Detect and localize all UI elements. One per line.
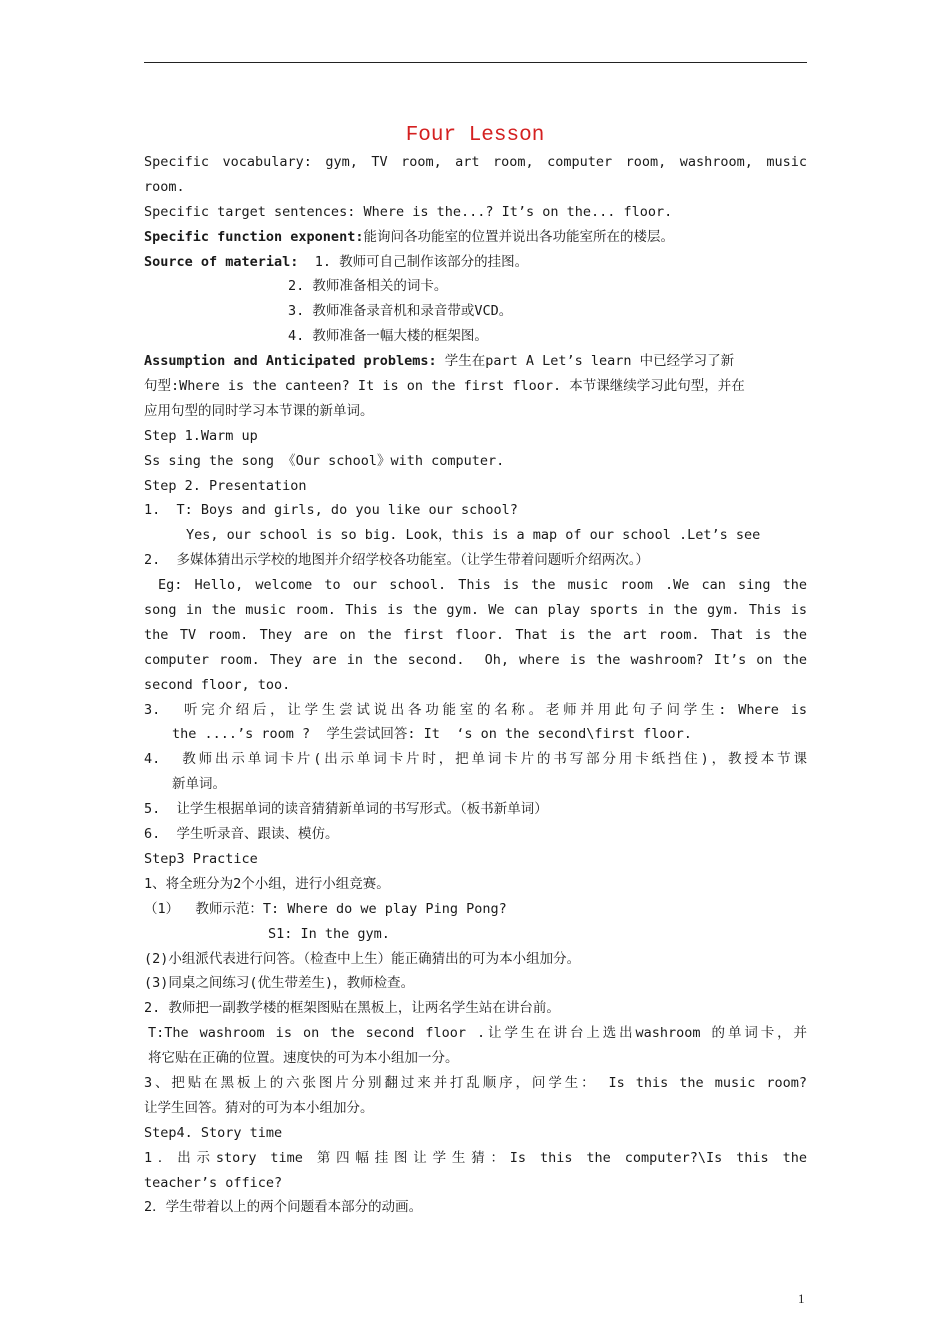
- step2-heading: Step 2. Presentation: [144, 477, 307, 494]
- function-text: 能询问各功能室的位置并说出各功能室所在的楼层。: [363, 228, 674, 245]
- step4-item-1-cont: teacher’s office?: [144, 1174, 283, 1191]
- step3-item-1b: (2)小组派代表进行问答。（检查中上生）能正确猜出的可为本小组加分。: [144, 950, 581, 967]
- step3-item-1c: (3)同桌之间练习(优生带差生)，教师检查。: [144, 975, 415, 992]
- step2-item-4-cont: 新单词。: [172, 776, 226, 793]
- page-number: 1: [798, 1291, 805, 1306]
- step4-heading: Step4. Story time: [144, 1124, 283, 1141]
- step2-item-3-cont: the ....’s room ? 学生尝试回答: It ‘s on the second\first floor.: [172, 726, 692, 743]
- material-item-2: 2. 教师准备相关的词卡。: [288, 278, 448, 295]
- step4-item-2: 2．学生带着以上的两个问题看本部分的动画。: [144, 1199, 423, 1216]
- step3-item-2: 2. 教师把一副教学楼的框架图贴在黑板上，让两名学生站在讲台前。: [144, 1000, 560, 1017]
- step3-item-1a-answer: S1: In the gym.: [268, 925, 390, 942]
- step2-item-4: 4. 教师出示单词卡片(出示单词卡片时，把单词卡片的书写部分用卡纸挡住)，教授本节课: [144, 751, 807, 768]
- assumption-label: Assumption and Anticipated problems:: [144, 353, 437, 370]
- example-line-3: the TV room. They are on the first floor. That is the art room. That is the: [144, 626, 807, 643]
- material-item-3: 3. 教师准备录音机和录音带或VCD。: [288, 303, 513, 320]
- assumption-line-2: 句型:Where is the canteen? It is on the first floor. 本节课继续学习此句型，并在: [144, 378, 745, 395]
- step2-item-1: 1. T: Boys and girls, do you like our school?: [144, 502, 518, 519]
- step2-item-2: 2. 多媒体猜出示学校的地图并介绍学校各功能室。（让学生带着问题听介绍两次。）: [144, 552, 650, 569]
- step1-text: Ss sing the song 《Our school》with computer.: [144, 452, 505, 469]
- material-item-4: 4. 教师准备一幅大楼的框架图。: [288, 328, 488, 345]
- material-label: Source of material:: [144, 253, 299, 270]
- function-line: [144, 225, 807, 250]
- step1-heading: Step 1.Warm up: [144, 427, 258, 444]
- step3-item-2-teacher: T:The washroom is on the second floor .让学生在讲台上选出washroom 的单词卡，并: [148, 1025, 807, 1042]
- example-line-1: Eg: Hello, welcome to our school. This is the music room .We can sing the: [158, 577, 807, 594]
- step4-item-1: 1．出示story time 第四幅挂图让学生猜：Is this the computer?\Is this the: [144, 1149, 807, 1166]
- example-line-5: second floor, too.: [144, 676, 291, 693]
- vocab-line-1: Specific vocabulary: gym, TV room, art room, computer room, washroom, music: [144, 154, 807, 170]
- assumption-line-1: [144, 349, 807, 374]
- document-body: [144, 150, 807, 1220]
- step3-heading: Step3 Practice: [144, 850, 258, 867]
- target-sentences: Specific target sentences: Where is the...? It’s on the... floor.: [144, 203, 673, 220]
- step2-item-1-reply: Yes, our school is so big. Look，this is a map of our school .Let’s see: [186, 527, 761, 544]
- example-line-2: song in the music room. This is the gym. We can play sports in the gym. This is: [144, 602, 807, 619]
- step3-item-1: 1、将全班分为2个小组，进行小组竞赛。: [144, 875, 390, 892]
- assumption-line-3: 应用句型的同时学习本节课的新单词。: [144, 402, 374, 419]
- step3-item-3-cont: 让学生回答。猜对的可为本小组加分。: [144, 1099, 374, 1116]
- material-line-1: [144, 250, 807, 275]
- material-item-1: 1. 教师可自己制作该部分的挂图。: [298, 253, 529, 270]
- vocab-line-2: room.: [144, 178, 185, 195]
- step3-item-2-teacher-cont: 将它贴在正确的位置。速度快的可为本小组加一分。: [148, 1050, 459, 1067]
- step2-item-6: 6. 学生听录音、跟读、模仿。: [144, 826, 339, 843]
- example-line-4: computer room. They are in the second. Oh, where is the washroom? It’s on the: [144, 651, 807, 668]
- step3-item-1a: （1） 教师示范：T: Where do we play Ping Pong?: [144, 900, 507, 917]
- assumption-text-1: 学生在part A Let’s learn 中已经学习了新: [436, 353, 735, 370]
- header-rule: [144, 62, 807, 63]
- step3-item-3: 3、把贴在黑板上的六张图片分别翻过来并打乱顺序，问学生： Is this the music room?: [144, 1074, 807, 1091]
- document-title: Four Lesson: [405, 124, 545, 147]
- step2-item-3: 3. 听完介绍后，让学生尝试说出各功能室的名称。老师并用此句子问学生: Where is: [144, 701, 807, 718]
- function-label: Specific function exponent:: [144, 228, 364, 245]
- step2-item-5: 5. 让学生根据单词的读音猜猜新单词的书写形式。（板书新单词）: [144, 801, 548, 818]
